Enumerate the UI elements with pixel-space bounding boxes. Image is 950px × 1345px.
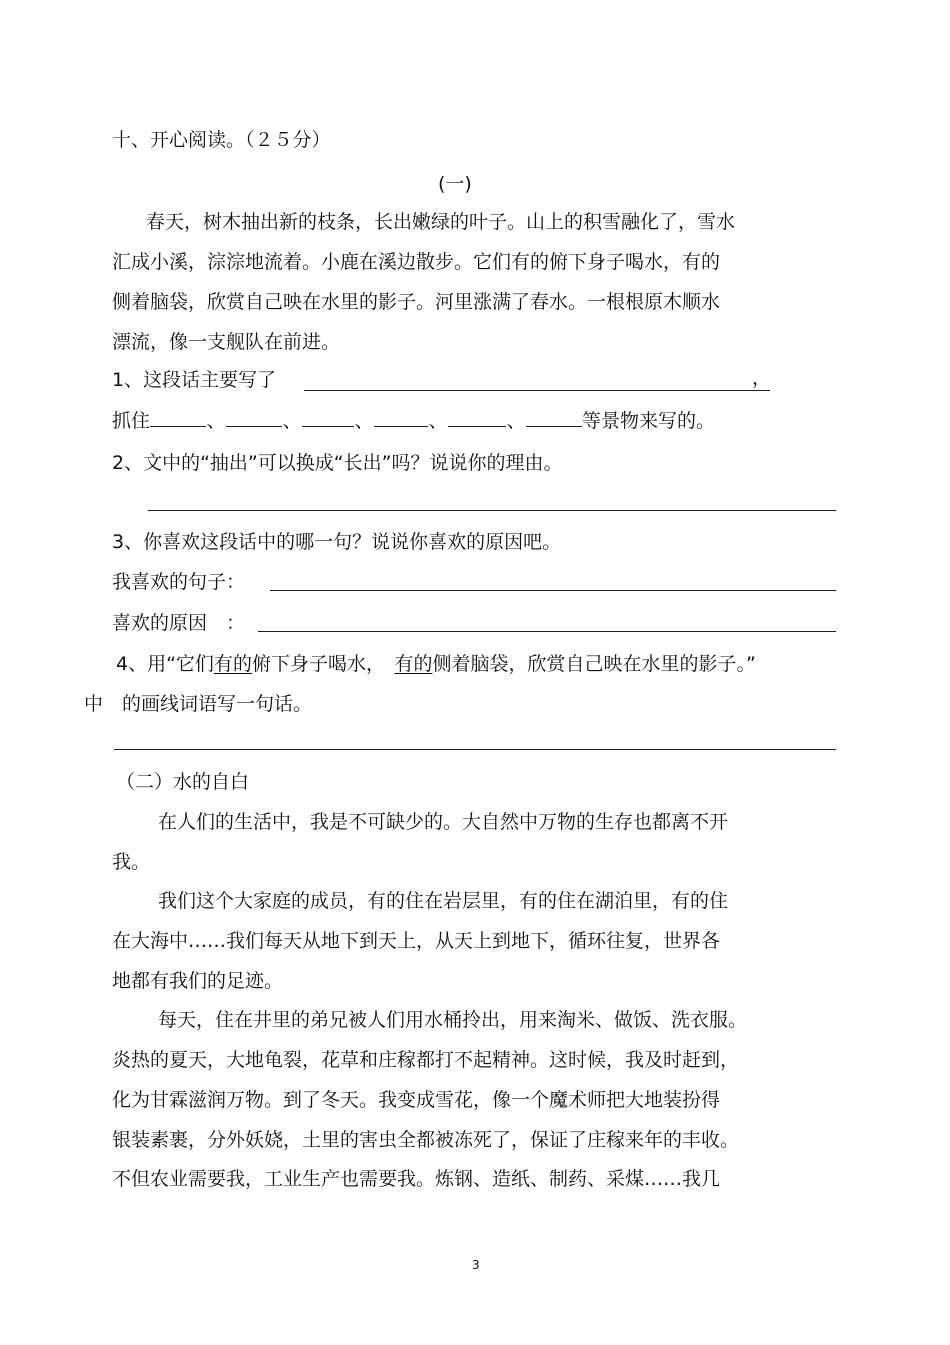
page-number: 3	[472, 1258, 480, 1272]
q1-suffix: 等景物来写的。	[582, 410, 716, 432]
q4-prompt-line2: 中 的画线词语写一句话。	[84, 693, 313, 715]
q3-reason-line[interactable]	[258, 631, 836, 632]
q1-separator: 、	[206, 410, 226, 432]
q4-underlined-word: 有的	[394, 653, 433, 675]
q1-separator: 、	[506, 410, 526, 432]
part1-passage-line: 春天，树木抽出新的枝条，长出嫩绿的叶子。山上的积雪融化了，雪水	[146, 211, 736, 233]
part2-paragraph-line: 在大海中……我们每天从地下到天上，从天上到地下，循环往复，世界各	[112, 930, 721, 952]
part2-paragraph-line: 我。	[112, 851, 151, 873]
q3-sentence-label: 我喜欢的句子：	[112, 571, 246, 593]
q3-sentence-line[interactable]	[270, 590, 836, 591]
part2-paragraph-line: 炎热的夏天，大地龟裂，花草和庄稼都打不起精神。这时候，我及时赶到，	[112, 1049, 740, 1071]
q1-separator: 、	[282, 410, 302, 432]
part2-paragraph-line: 在人们的生活中，我是不可缺少的。大自然中万物的生存也都离不开	[158, 811, 729, 833]
q1-answer-line[interactable]	[304, 390, 770, 391]
q1-prefix: 抓住	[112, 410, 151, 432]
part1-passage-line: 漂流，像一支舰队在前进。	[112, 331, 341, 353]
q3-reason-label: 喜欢的原因 ：	[112, 612, 246, 634]
q1-comma: ，	[752, 367, 772, 389]
q1-blank[interactable]	[150, 408, 206, 427]
q4-mid: 侧着脑袋，欣赏自己映在水里的影子。”	[432, 653, 756, 675]
q2-answer-line[interactable]	[148, 510, 836, 511]
q4-prefix: 4、用“它们	[116, 653, 214, 675]
part2-paragraph-line: 每天，住在井里的弟兄被人们用水桶拎出，用来淘米、做饭、洗衣服。	[158, 1009, 748, 1031]
part1-heading: (一)	[438, 173, 472, 195]
q1-prompt: 1、这段话主要写了	[112, 369, 277, 391]
q2-prompt: 2、文中的“抽出”可以换成“长出”吗？说说你的理由。	[112, 452, 563, 474]
q4-mid: 俯下身子喝水，	[251, 653, 395, 675]
q4-prompt	[116, 652, 756, 676]
q3-prompt: 3、你喜欢这段话中的哪一句？说说你喜欢的原因吧。	[112, 531, 562, 553]
part2-paragraph-line: 地都有我们的足迹。	[112, 970, 284, 992]
part1-passage-line: 侧着脑袋，欣赏自己映在水里的影子。河里涨满了春水。一根根原木顺水	[112, 291, 721, 313]
q1-separator: 、	[354, 410, 374, 432]
q1-blank[interactable]	[226, 408, 282, 427]
part2-paragraph-line: 银装素裹，分外妖娆，土里的害虫全都被冻死了，保证了庄稼来年的丰收。	[112, 1129, 740, 1151]
q4-underlined-word: 有的	[213, 653, 252, 675]
q1-blank[interactable]	[526, 408, 582, 427]
part2-heading: （二）水的自白	[116, 771, 250, 793]
part2-paragraph-line: 我们这个大家庭的成员，有的住在岩层里，有的住在湖泊里，有的住	[158, 890, 729, 912]
q1-fill-row	[112, 408, 715, 433]
q4-answer-line[interactable]	[114, 749, 836, 750]
section-title: 十、开心阅读。（２５分）	[112, 129, 331, 151]
q1-separator: 、	[428, 410, 448, 432]
q1-blank[interactable]	[448, 408, 506, 427]
part2-paragraph-line: 化为甘霖滋润万物。到了冬天。我变成雪花，像一个魔术师把大地装扮得	[112, 1089, 721, 1111]
part1-passage-line: 汇成小溪，淙淙地流着。小鹿在溪边散步。它们有的俯下身子喝水，有的	[112, 251, 721, 273]
part2-paragraph-line: 不但农业需要我，工业生产也需要我。炼钢、造纸、制药、采煤……我几	[112, 1168, 721, 1190]
q1-blank[interactable]	[302, 408, 354, 427]
q1-blank[interactable]	[374, 408, 428, 427]
